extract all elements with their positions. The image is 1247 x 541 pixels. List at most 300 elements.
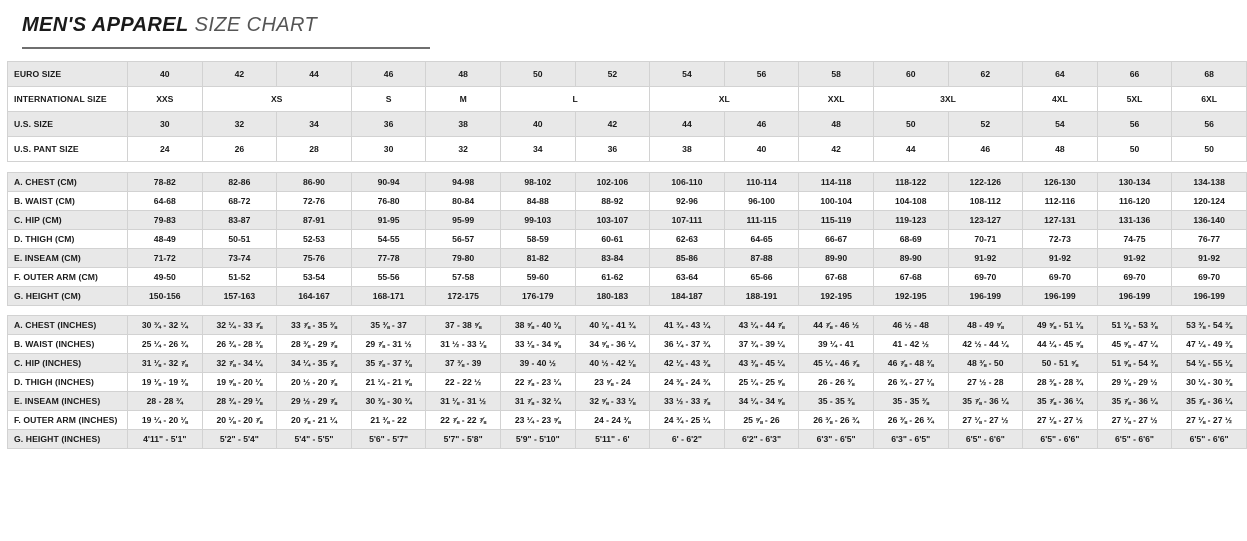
inch-cell: 23 ¼ - 23 ⅝: [500, 411, 575, 430]
cm-cell: 168-171: [351, 287, 426, 306]
cm-row-label: A. CHEST (CM): [8, 173, 128, 192]
size-cell: S: [351, 87, 426, 112]
inch-cell: 45 ¼ - 46 ⅞: [799, 354, 874, 373]
size-cell: 24: [128, 137, 203, 162]
cm-cell: 89-90: [873, 249, 948, 268]
cm-cell: 196-199: [1172, 287, 1247, 306]
cm-cell: 82-86: [202, 173, 277, 192]
size-row-label: U.S. PANT SIZE: [8, 137, 128, 162]
inch-cell: 4'11" - 5'1": [128, 430, 203, 449]
inch-cell: 44 ¼ - 45 ⅝: [1023, 335, 1098, 354]
inch-cell: 48 - 49 ⅝: [948, 316, 1023, 335]
inch-cell: 42 ½ - 44 ¼: [948, 335, 1023, 354]
size-cell: 56: [1172, 112, 1247, 137]
inch-cell: 19 ¼ - 20 ⅛: [128, 411, 203, 430]
size-cell: 40: [128, 62, 203, 87]
inch-cell: 26 ⅜ - 26 ¾: [873, 411, 948, 430]
cm-cell: 64-68: [128, 192, 203, 211]
inch-cell: 25 ¼ - 25 ⅝: [724, 373, 799, 392]
cm-cell: 98-102: [500, 173, 575, 192]
cm-cell: 103-107: [575, 211, 650, 230]
inch-cell: 31 ⅞ - 32 ¼: [500, 392, 575, 411]
cm-cell: 91-92: [948, 249, 1023, 268]
cm-cell: 60-61: [575, 230, 650, 249]
inch-cell: 48 ⅜ - 50: [948, 354, 1023, 373]
cm-cell: 150-156: [128, 287, 203, 306]
inch-row-label: C. HIP (INCHES): [8, 354, 128, 373]
cm-cell: 196-199: [948, 287, 1023, 306]
inch-cell: 35 ⅜ - 37: [351, 316, 426, 335]
cm-cell: 107-111: [650, 211, 725, 230]
size-cell: XS: [202, 87, 351, 112]
cm-cell: 91-92: [1023, 249, 1098, 268]
size-cell: 64: [1023, 62, 1098, 87]
inch-cell: 6'5" - 6'6": [1097, 430, 1172, 449]
measurements-inches-table: [7, 315, 1247, 449]
sizes-table: [7, 61, 1247, 162]
inch-cell: 6'5" - 6'6": [948, 430, 1023, 449]
inch-cell: 24 ¾ - 25 ¼: [650, 411, 725, 430]
cm-cell: 92-96: [650, 192, 725, 211]
inch-cell: 20 ½ - 20 ⅞: [277, 373, 352, 392]
inch-cell: 6'5" - 6'6": [1023, 430, 1098, 449]
inch-cell: 37 ¾ - 39 ¼: [724, 335, 799, 354]
size-cell: 46: [351, 62, 426, 87]
table-row: [8, 192, 1247, 211]
cm-cell: 64-65: [724, 230, 799, 249]
table-row: [8, 211, 1247, 230]
size-cell: 54: [650, 62, 725, 87]
inch-cell: 27 ⅛ - 27 ½: [1023, 411, 1098, 430]
size-cell: 46: [724, 112, 799, 137]
inch-cell: 5'4" - 5'5": [277, 430, 352, 449]
size-cell: 68: [1172, 62, 1247, 87]
size-cell: 60: [873, 62, 948, 87]
inch-cell: 24 ⅜ - 24 ¾: [650, 373, 725, 392]
size-cell: 52: [948, 112, 1023, 137]
cm-cell: 192-195: [873, 287, 948, 306]
cm-cell: 94-98: [426, 173, 501, 192]
cm-cell: 49-50: [128, 268, 203, 287]
inch-cell: 25 ⅝ - 26: [724, 411, 799, 430]
cm-cell: 55-56: [351, 268, 426, 287]
inch-cell: 37 ⅜ - 39: [426, 354, 501, 373]
cm-cell: 134-138: [1172, 173, 1247, 192]
size-cell: 44: [873, 137, 948, 162]
inch-cell: 35 - 35 ⅜: [799, 392, 874, 411]
size-cell: 54: [1023, 112, 1098, 137]
cm-cell: 69-70: [1097, 268, 1172, 287]
inch-cell: 5'11" - 6': [575, 430, 650, 449]
inch-cell: 31 ⅛ - 31 ½: [426, 392, 501, 411]
size-cell: 48: [426, 62, 501, 87]
size-cell: 34: [500, 137, 575, 162]
size-cell: 50: [1097, 137, 1172, 162]
inch-cell: 29 ½ - 29 ⅞: [277, 392, 352, 411]
inch-cell: 32 ¼ - 33 ⅞: [202, 316, 277, 335]
inch-cell: 20 ⅛ - 20 ⅞: [202, 411, 277, 430]
size-row-label: U.S. SIZE: [8, 112, 128, 137]
table-row: [8, 87, 1247, 112]
inch-cell: 30 ¾ - 32 ¼: [128, 316, 203, 335]
cm-cell: 188-191: [724, 287, 799, 306]
cm-cell: 68-69: [873, 230, 948, 249]
size-cell: 5XL: [1097, 87, 1172, 112]
inch-cell: 31 ½ - 33 ⅛: [426, 335, 501, 354]
size-cell: 50: [500, 62, 575, 87]
cm-cell: 88-92: [575, 192, 650, 211]
table-row: [8, 137, 1247, 162]
inch-cell: 41 ¾ - 43 ¼: [650, 316, 725, 335]
inch-cell: 22 ⅞ - 22 ⅞: [426, 411, 501, 430]
size-cell: 40: [500, 112, 575, 137]
inch-cell: 24 - 24 ⅜: [575, 411, 650, 430]
table-row: [8, 392, 1247, 411]
size-cell: 66: [1097, 62, 1172, 87]
cm-row-label: G. HEIGHT (CM): [8, 287, 128, 306]
inch-cell: 22 - 22 ½: [426, 373, 501, 392]
cm-cell: 112-116: [1023, 192, 1098, 211]
table-row: [8, 268, 1247, 287]
inch-cell: 19 ⅛ - 19 ⅜: [128, 373, 203, 392]
title-strong: MEN'S APPAREL: [22, 14, 189, 36]
cm-cell: 72-73: [1023, 230, 1098, 249]
cm-cell: 66-67: [799, 230, 874, 249]
measurements-cm-table: [7, 172, 1247, 306]
cm-cell: 130-134: [1097, 173, 1172, 192]
cm-cell: 136-140: [1172, 211, 1247, 230]
cm-cell: 196-199: [1023, 287, 1098, 306]
inch-cell: 25 ¼ - 26 ¾: [128, 335, 203, 354]
cm-cell: 61-62: [575, 268, 650, 287]
cm-cell: 111-115: [724, 211, 799, 230]
cm-cell: 69-70: [1023, 268, 1098, 287]
cm-cell: 118-122: [873, 173, 948, 192]
cm-cell: 63-64: [650, 268, 725, 287]
cm-cell: 108-112: [948, 192, 1023, 211]
size-cell: 50: [873, 112, 948, 137]
cm-cell: 157-163: [202, 287, 277, 306]
cm-row-label: D. THIGH (CM): [8, 230, 128, 249]
size-cell: 38: [426, 112, 501, 137]
inch-cell: 32 ⅝ - 33 ⅛: [575, 392, 650, 411]
inch-row-label: G. HEIGHT (INCHES): [8, 430, 128, 449]
inch-row-label: E. INSEAM (INCHES): [8, 392, 128, 411]
size-cell: XXS: [128, 87, 203, 112]
size-cell: 56: [1097, 112, 1172, 137]
cm-cell: 123-127: [948, 211, 1023, 230]
cm-cell: 71-72: [128, 249, 203, 268]
cm-cell: 79-80: [426, 249, 501, 268]
size-cell: L: [500, 87, 649, 112]
inch-cell: 6'3" - 6'5": [799, 430, 874, 449]
cm-cell: 81-82: [500, 249, 575, 268]
cm-cell: 180-183: [575, 287, 650, 306]
inch-cell: 27 ⅛ - 27 ½: [1097, 411, 1172, 430]
cm-cell: 80-84: [426, 192, 501, 211]
cm-cell: 91-92: [1097, 249, 1172, 268]
size-cell: 28: [277, 137, 352, 162]
inch-cell: 32 ⅞ - 34 ¼: [202, 354, 277, 373]
cm-cell: 51-52: [202, 268, 277, 287]
table-row: [8, 430, 1247, 449]
inch-cell: 35 ⅞ - 36 ¼: [1023, 392, 1098, 411]
inch-row-label: D. THIGH (INCHES): [8, 373, 128, 392]
cm-cell: 65-66: [724, 268, 799, 287]
inch-cell: 51 ⅝ - 54 ⅜: [1097, 354, 1172, 373]
cm-cell: 56-57: [426, 230, 501, 249]
inch-cell: 22 ⅞ - 23 ¼: [500, 373, 575, 392]
inch-cell: 34 ¼ - 35 ⅞: [277, 354, 352, 373]
inch-cell: 5'6" - 5'7": [351, 430, 426, 449]
cm-cell: 69-70: [1172, 268, 1247, 287]
inch-cell: 33 ⅞ - 35 ⅜: [277, 316, 352, 335]
size-cell: 38: [650, 137, 725, 162]
inch-cell: 5'2" - 5'4": [202, 430, 277, 449]
size-cell: 30: [128, 112, 203, 137]
cm-row-label: B. WAIST (CM): [8, 192, 128, 211]
table-row: [8, 373, 1247, 392]
cm-cell: 83-84: [575, 249, 650, 268]
inch-cell: 50 - 51 ⅝: [1023, 354, 1098, 373]
cm-row-label: C. HIP (CM): [8, 211, 128, 230]
cm-cell: 119-123: [873, 211, 948, 230]
inch-cell: 26 ⅜ - 26 ¾: [799, 411, 874, 430]
inch-cell: 26 ¾ - 27 ⅛: [873, 373, 948, 392]
cm-cell: 59-60: [500, 268, 575, 287]
cm-cell: 58-59: [500, 230, 575, 249]
cm-cell: 85-86: [650, 249, 725, 268]
cm-cell: 87-88: [724, 249, 799, 268]
cm-cell: 172-175: [426, 287, 501, 306]
cm-cell: 86-90: [277, 173, 352, 192]
cm-cell: 100-104: [799, 192, 874, 211]
inch-cell: 6'2" - 6'3": [724, 430, 799, 449]
inch-cell: 28 ¾ - 29 ⅛: [202, 392, 277, 411]
inch-cell: 35 ⅞ - 36 ¼: [1097, 392, 1172, 411]
cm-cell: 48-49: [128, 230, 203, 249]
size-cell: 44: [650, 112, 725, 137]
page-title: [0, 0, 1174, 37]
inch-cell: 21 ¼ - 21 ⅝: [351, 373, 426, 392]
inch-cell: 41 - 42 ½: [873, 335, 948, 354]
inch-cell: 35 ⅞ - 36 ¼: [1172, 392, 1247, 411]
cm-cell: 114-118: [799, 173, 874, 192]
cm-cell: 127-131: [1023, 211, 1098, 230]
cm-cell: 73-74: [202, 249, 277, 268]
inch-cell: 6'3" - 6'5": [873, 430, 948, 449]
size-cell: 44: [277, 62, 352, 87]
inch-cell: 28 ⅜ - 28 ¾: [1023, 373, 1098, 392]
cm-cell: 131-136: [1097, 211, 1172, 230]
cm-cell: 95-99: [426, 211, 501, 230]
size-cell: 56: [724, 62, 799, 87]
inch-cell: 6'5" - 6'6": [1172, 430, 1247, 449]
table-row: [8, 316, 1247, 335]
inch-cell: 39 ¼ - 41: [799, 335, 874, 354]
cm-cell: 84-88: [500, 192, 575, 211]
inch-cell: 26 - 26 ⅜: [799, 373, 874, 392]
size-cell: 42: [202, 62, 277, 87]
inch-cell: 39 - 40 ½: [500, 354, 575, 373]
cm-cell: 91-92: [1172, 249, 1247, 268]
table-row: [8, 62, 1247, 87]
cm-cell: 67-68: [873, 268, 948, 287]
inch-cell: 30 ⅜ - 30 ¾: [351, 392, 426, 411]
cm-cell: 50-51: [202, 230, 277, 249]
inch-cell: 30 ¼ - 30 ⅜: [1172, 373, 1247, 392]
inch-cell: 43 ¼ - 44 ⅞: [724, 316, 799, 335]
inch-cell: 27 ⅛ - 27 ½: [948, 411, 1023, 430]
cm-cell: 104-108: [873, 192, 948, 211]
size-cell: 58: [799, 62, 874, 87]
table-row: [8, 230, 1247, 249]
cm-cell: 77-78: [351, 249, 426, 268]
size-cell: 62: [948, 62, 1023, 87]
inch-cell: 40 ½ - 42 ⅛: [575, 354, 650, 373]
inch-cell: 33 ½ - 33 ⅞: [650, 392, 725, 411]
table-row: [8, 249, 1247, 268]
cm-row-label: E. INSEAM (CM): [8, 249, 128, 268]
size-cell: 40: [724, 137, 799, 162]
cm-cell: 76-80: [351, 192, 426, 211]
cm-cell: 87-91: [277, 211, 352, 230]
size-row-label: EURO SIZE: [8, 62, 128, 87]
table-row: [8, 173, 1247, 192]
cm-cell: 192-195: [799, 287, 874, 306]
inch-row-label: B. WAIST (INCHES): [8, 335, 128, 354]
inch-cell: 45 ⅝ - 47 ¼: [1097, 335, 1172, 354]
cm-cell: 83-87: [202, 211, 277, 230]
size-cell: M: [426, 87, 501, 112]
inch-row-label: A. CHEST (INCHES): [8, 316, 128, 335]
cm-cell: 126-130: [1023, 173, 1098, 192]
size-cell: 42: [575, 112, 650, 137]
size-cell: 50: [1172, 137, 1247, 162]
cm-cell: 176-179: [500, 287, 575, 306]
cm-cell: 76-77: [1172, 230, 1247, 249]
inch-cell: 29 ⅞ - 31 ½: [351, 335, 426, 354]
cm-cell: 90-94: [351, 173, 426, 192]
cm-cell: 96-100: [724, 192, 799, 211]
cm-cell: 57-58: [426, 268, 501, 287]
inch-cell: 53 ⅜ - 54 ⅜: [1172, 316, 1247, 335]
inch-cell: 46 ⅞ - 48 ⅜: [873, 354, 948, 373]
table-row: [8, 112, 1247, 137]
table-row: [8, 287, 1247, 306]
cm-cell: 99-103: [500, 211, 575, 230]
size-cell: 52: [575, 62, 650, 87]
inch-cell: 28 - 28 ¾: [128, 392, 203, 411]
cm-cell: 164-167: [277, 287, 352, 306]
inch-cell: 27 ⅛ - 27 ½: [1172, 411, 1247, 430]
cm-cell: 122-126: [948, 173, 1023, 192]
cm-cell: 106-110: [650, 173, 725, 192]
inch-cell: 34 ¼ - 34 ⅝: [724, 392, 799, 411]
size-cell: 36: [351, 112, 426, 137]
inch-cell: 44 ⅞ - 46 ½: [799, 316, 874, 335]
cm-cell: 74-75: [1097, 230, 1172, 249]
cm-cell: 54-55: [351, 230, 426, 249]
size-cell: 6XL: [1172, 87, 1247, 112]
inch-cell: 35 ⅞ - 37 ⅜: [351, 354, 426, 373]
inch-cell: 23 ⅝ - 24: [575, 373, 650, 392]
cm-cell: 69-70: [948, 268, 1023, 287]
inch-cell: 5'7" - 5'8": [426, 430, 501, 449]
inch-cell: 26 ¾ - 28 ⅜: [202, 335, 277, 354]
size-cell: 48: [1023, 137, 1098, 162]
cm-row-label: F. OUTER ARM (CM): [8, 268, 128, 287]
title-light: SIZE CHART: [194, 14, 318, 36]
size-cell: 36: [575, 137, 650, 162]
cm-cell: 102-106: [575, 173, 650, 192]
inch-cell: 5'9" - 5'10": [500, 430, 575, 449]
cm-cell: 78-82: [128, 173, 203, 192]
size-cell: 42: [799, 137, 874, 162]
cm-cell: 79-83: [128, 211, 203, 230]
size-cell: 48: [799, 112, 874, 137]
cm-cell: 116-120: [1097, 192, 1172, 211]
size-cell: XXL: [799, 87, 874, 112]
cm-cell: 91-95: [351, 211, 426, 230]
inch-row-label: F. OUTER ARM (INCHES): [8, 411, 128, 430]
size-cell: 4XL: [1023, 87, 1098, 112]
cm-cell: 70-71: [948, 230, 1023, 249]
inch-cell: 28 ⅜ - 29 ⅞: [277, 335, 352, 354]
cm-cell: 67-68: [799, 268, 874, 287]
size-cell: 34: [277, 112, 352, 137]
inch-cell: 36 ¼ - 37 ¾: [650, 335, 725, 354]
inch-cell: 19 ⅝ - 20 ⅛: [202, 373, 277, 392]
inch-cell: 31 ⅛ - 32 ⅞: [128, 354, 203, 373]
size-cell: 26: [202, 137, 277, 162]
inch-cell: 40 ⅛ - 41 ¾: [575, 316, 650, 335]
table-row: [8, 354, 1247, 373]
cm-cell: 68-72: [202, 192, 277, 211]
inch-cell: 20 ⅞ - 21 ¼: [277, 411, 352, 430]
size-cell: 30: [351, 137, 426, 162]
cm-cell: 120-124: [1172, 192, 1247, 211]
inch-cell: 47 ¼ - 49 ⅜: [1172, 335, 1247, 354]
cm-cell: 62-63: [650, 230, 725, 249]
cm-cell: 184-187: [650, 287, 725, 306]
size-row-label: INTERNATIONAL SIZE: [8, 87, 128, 112]
inch-cell: 29 ⅛ - 29 ½: [1097, 373, 1172, 392]
inch-cell: 37 - 38 ⅝: [426, 316, 501, 335]
size-cell: XL: [650, 87, 799, 112]
size-cell: 32: [202, 112, 277, 137]
inch-cell: 34 ⅝ - 36 ¼: [575, 335, 650, 354]
inch-cell: 33 ⅛ - 34 ⅝: [500, 335, 575, 354]
cm-cell: 52-53: [277, 230, 352, 249]
inch-cell: 38 ⅝ - 40 ⅛: [500, 316, 575, 335]
inch-cell: 49 ⅝ - 51 ⅛: [1023, 316, 1098, 335]
inch-cell: 21 ⅜ - 22: [351, 411, 426, 430]
table-row: [8, 335, 1247, 354]
inch-cell: 43 ⅜ - 45 ¼: [724, 354, 799, 373]
inch-cell: 54 ⅛ - 55 ⅛: [1172, 354, 1247, 373]
cm-cell: 72-76: [277, 192, 352, 211]
size-cell: 3XL: [873, 87, 1022, 112]
cm-cell: 75-76: [277, 249, 352, 268]
size-cell: 46: [948, 137, 1023, 162]
size-cell: 32: [426, 137, 501, 162]
inch-cell: 35 - 35 ⅜: [873, 392, 948, 411]
cm-cell: 110-114: [724, 173, 799, 192]
inch-cell: 42 ⅛ - 43 ⅜: [650, 354, 725, 373]
cm-cell: 196-199: [1097, 287, 1172, 306]
cm-cell: 115-119: [799, 211, 874, 230]
